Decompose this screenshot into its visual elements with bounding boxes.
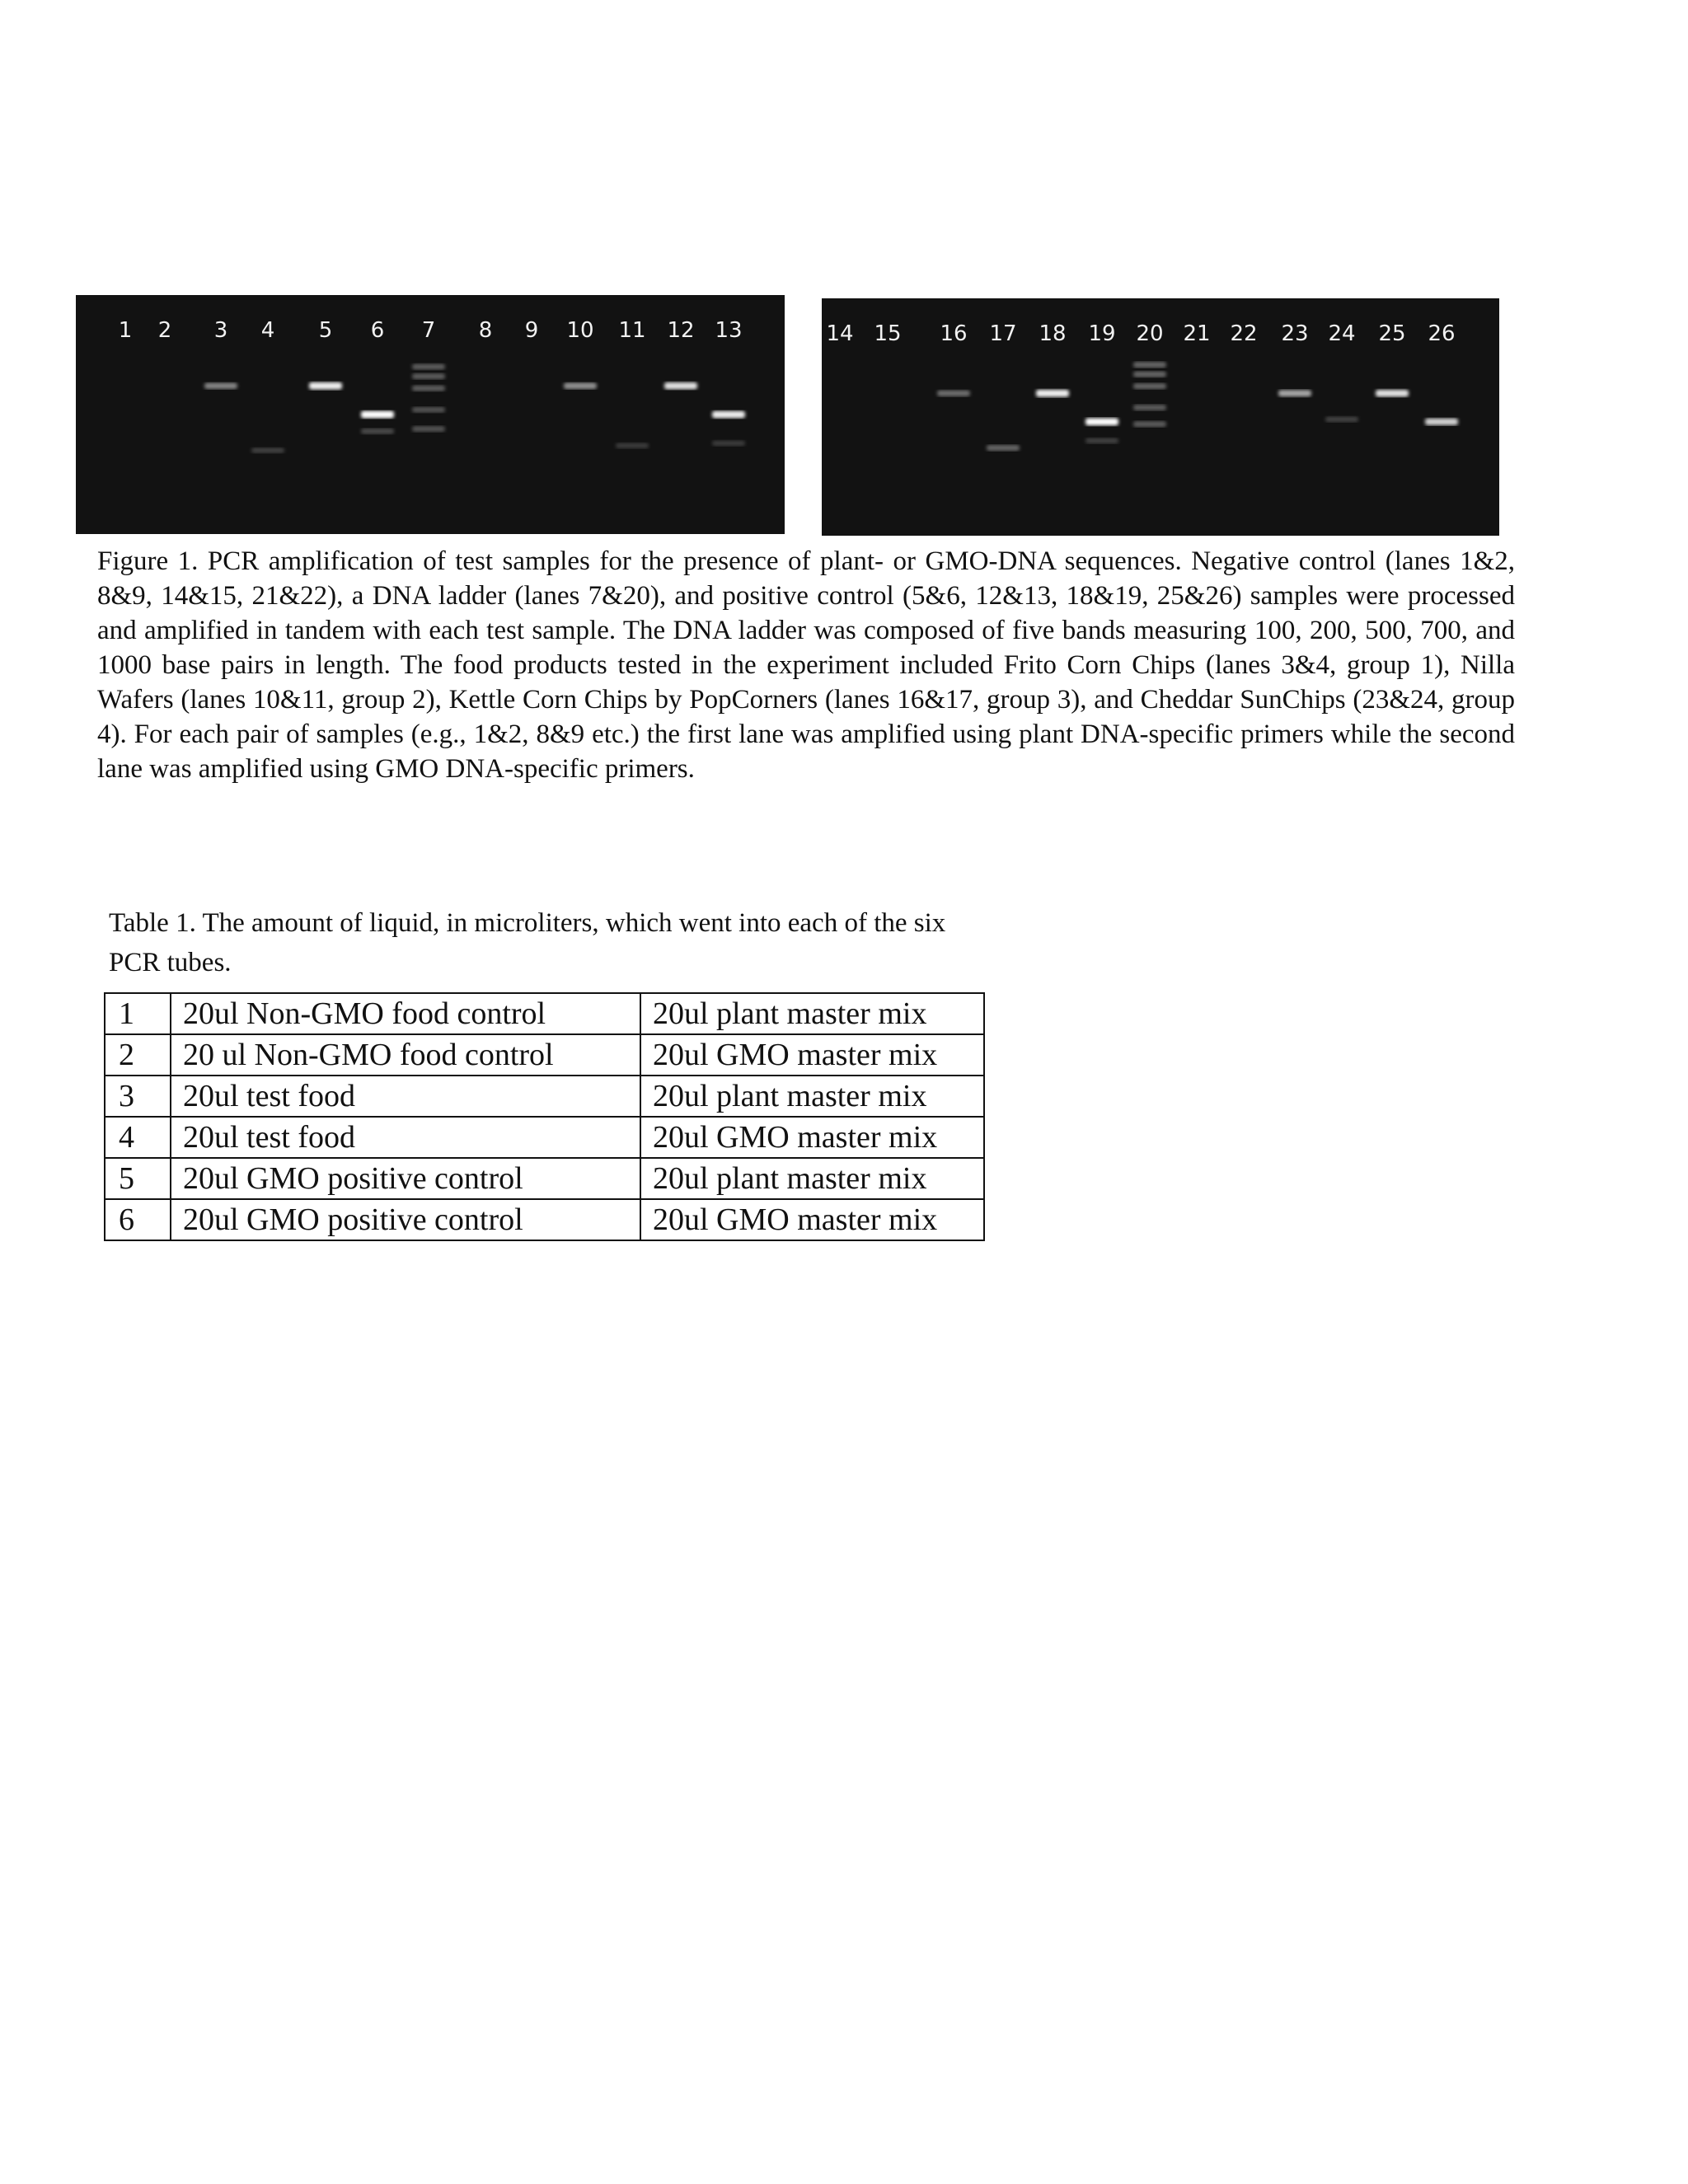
lane-label: 22: [1230, 321, 1258, 346]
lane-label: 1: [118, 318, 133, 343]
gel-band: [937, 391, 970, 396]
gel-image-right: [822, 298, 1499, 536]
lane-label: 6: [370, 318, 385, 343]
table-row: [105, 1076, 984, 1117]
lane-label: 13: [715, 318, 743, 343]
lane-label: 5: [318, 318, 333, 343]
gel-band: [1085, 438, 1118, 444]
gel-band: [361, 411, 394, 419]
gel-image-left: [76, 295, 785, 534]
gel-band: [1133, 372, 1166, 377]
table-row: [105, 1117, 984, 1158]
lane-label: 16: [940, 321, 968, 346]
gel-band: [412, 363, 445, 369]
gel-band: [412, 426, 445, 432]
gel-band: [712, 441, 745, 446]
tube-number: 5: [105, 1158, 171, 1199]
gel-band: [1036, 390, 1069, 397]
master-mix-cell: 20ul plant master mix: [640, 993, 984, 1034]
table-row: [105, 1199, 984, 1240]
table-row: [105, 1158, 984, 1199]
lane-label: 9: [524, 318, 539, 343]
table-caption: Table 1. The amount of liquid, in microliters, which went into each of the six PCR tubes.: [109, 908, 946, 977]
gel-band: [361, 429, 394, 434]
lane-label: 4: [260, 318, 275, 343]
pcr-tube-table: [104, 992, 985, 1241]
tube-number: 4: [105, 1117, 171, 1158]
lane-label: 15: [874, 321, 902, 346]
master-mix-cell: 20ul GMO master mix: [640, 1117, 984, 1158]
tube-number: 6: [105, 1199, 171, 1240]
tube-number: 2: [105, 1034, 171, 1076]
gel-band: [204, 382, 237, 389]
lane-label: 10: [566, 318, 594, 343]
lane-label: 25: [1378, 321, 1406, 346]
sample-cell: 20ul test food: [171, 1076, 640, 1117]
gel-band: [1133, 405, 1166, 410]
lane-label: 26: [1428, 321, 1456, 346]
gel-band: [1133, 362, 1166, 368]
lane-label: 21: [1183, 321, 1211, 346]
tube-number: 1: [105, 993, 171, 1034]
sample-cell: 20ul GMO positive control: [171, 1199, 640, 1240]
gel-band: [664, 382, 697, 390]
lane-label: 20: [1136, 321, 1164, 346]
gel-band: [1085, 418, 1118, 425]
gel-band: [412, 373, 445, 379]
lane-label: 2: [157, 318, 172, 343]
lane-label: 19: [1088, 321, 1116, 346]
sample-cell: 20ul test food: [171, 1117, 640, 1158]
lane-label: 7: [421, 318, 436, 343]
gel-band: [712, 411, 745, 419]
sample-cell: 20ul Non-GMO food control: [171, 993, 640, 1034]
tube-number: 3: [105, 1076, 171, 1117]
lane-label: 23: [1281, 321, 1309, 346]
sample-cell: 20ul GMO positive control: [171, 1158, 640, 1199]
gel-band: [251, 448, 284, 453]
gel-band: [1133, 421, 1166, 427]
gel-band: [1325, 417, 1358, 423]
gel-band: [1376, 390, 1409, 397]
master-mix-cell: 20ul GMO master mix: [640, 1034, 984, 1076]
sample-cell: 20 ul Non-GMO food control: [171, 1034, 640, 1076]
lane-label: 8: [478, 318, 493, 343]
lane-label: 3: [213, 318, 228, 343]
lane-label: 18: [1039, 321, 1067, 346]
gel-band: [412, 386, 445, 391]
gel-band: [412, 407, 445, 413]
gel-band: [987, 445, 1020, 451]
master-mix-cell: 20ul GMO master mix: [640, 1199, 984, 1240]
master-mix-cell: 20ul plant master mix: [640, 1158, 984, 1199]
lane-label: 17: [989, 321, 1017, 346]
gel-band: [1133, 383, 1166, 389]
gel-band: [309, 382, 342, 390]
lane-label: 14: [826, 321, 854, 346]
lane-label: 12: [667, 318, 695, 343]
figure-caption: Figure 1. PCR amplification of test samples for the presence of plant- or GMO-DNA sequences. Negative control (lanes 1&2, 8&9, 14&15, 21&22), a DNA ladder (lanes 7&20), and positive control (5&6, 12&13, 18&19, 25&26) samples were processed and amplified in tandem with each test sample. The DNA ladder was composed of five bands measuring 100, 200, 500, 700, and 1000 base pairs in length. The food products tested in the experiment included Frito Corn Chips (lanes 3&4, group 1), Nilla Wafers (lanes 10&11, group 2), Kettle Corn Chips by PopCorners (lanes 16&17, group 3), and Cheddar SunChips (23&24, group 4). For each pair of samples (e.g., 1&2, 8&9 etc.) the first lane was amplified using plant DNA-specific primers while the second lane was amplified using GMO DNA-specific primers.: [97, 546, 1515, 784]
gel-band: [616, 443, 649, 448]
lane-label: 24: [1328, 321, 1356, 346]
table-row: [105, 1034, 984, 1076]
lane-label: 11: [618, 318, 646, 343]
gel-band: [564, 382, 597, 389]
gel-band: [1278, 390, 1311, 396]
master-mix-cell: 20ul plant master mix: [640, 1076, 984, 1117]
gel-band: [1425, 418, 1458, 425]
table-row: [105, 993, 984, 1034]
